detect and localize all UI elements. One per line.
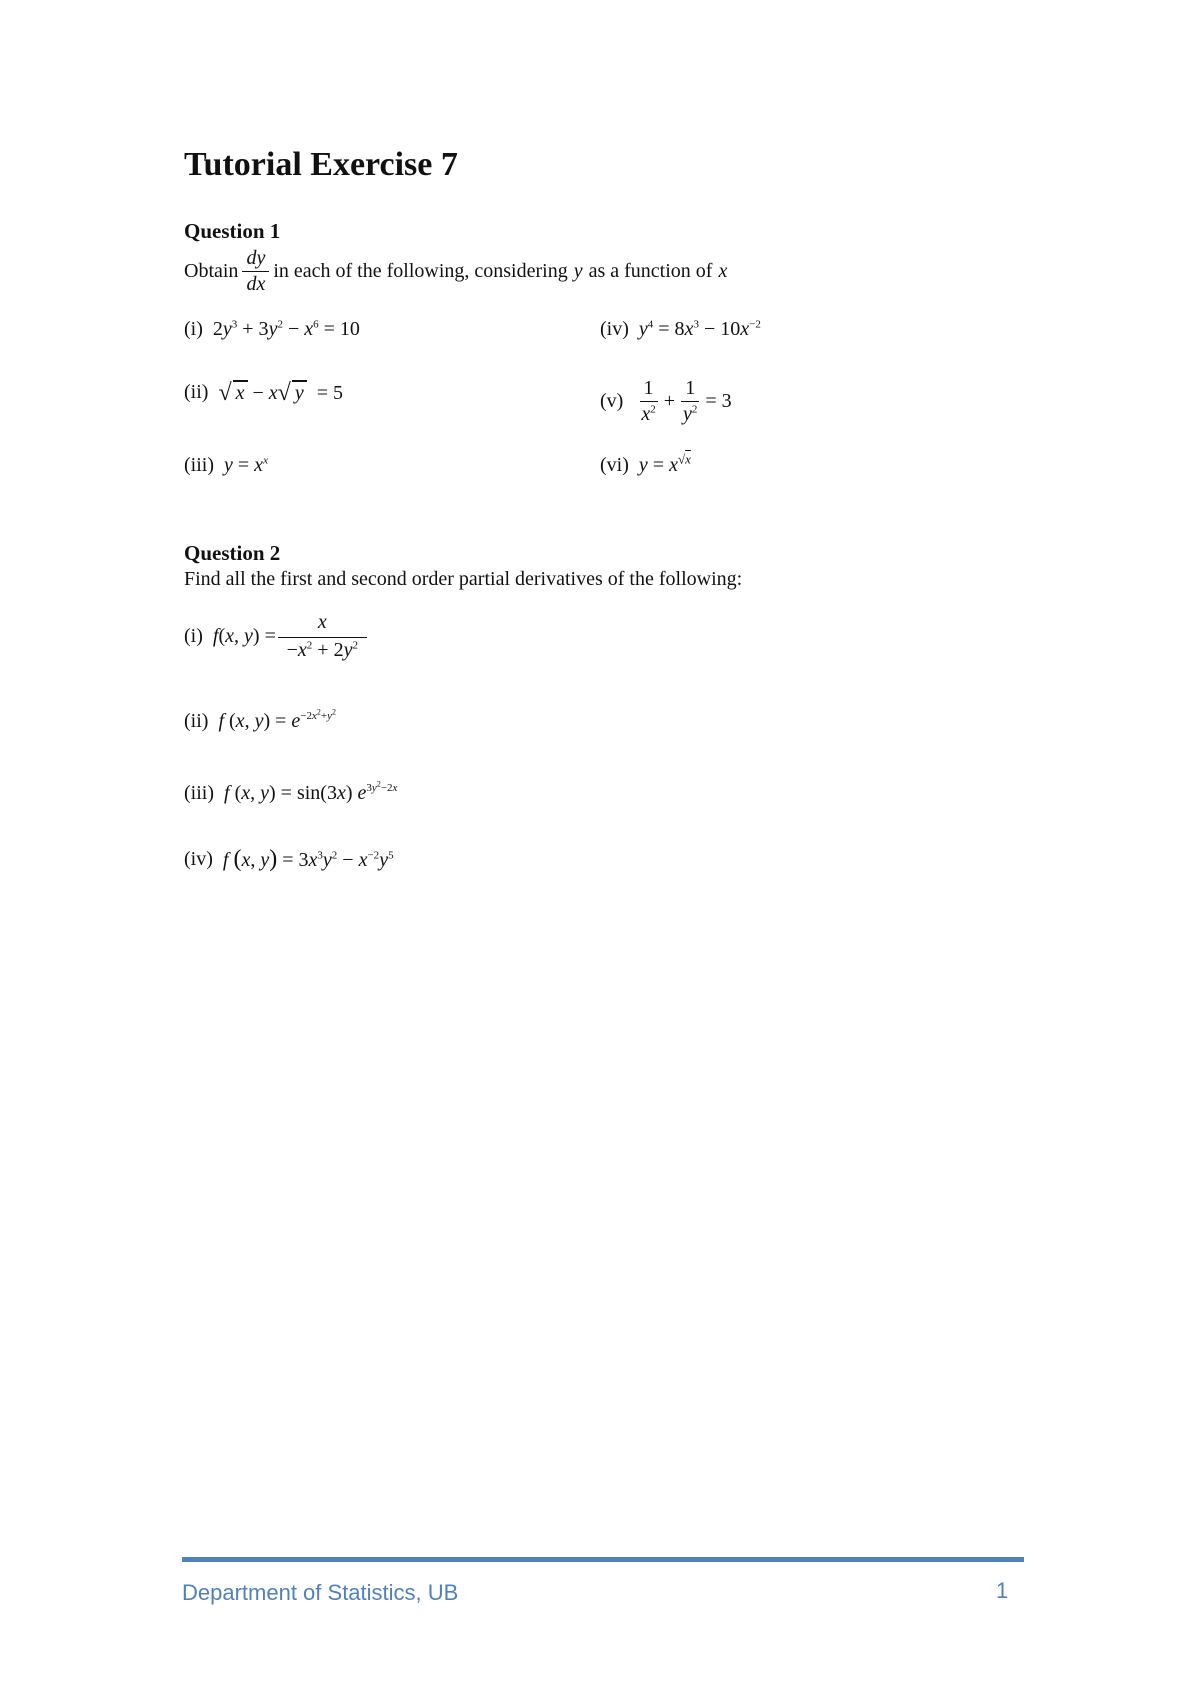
page-title: Tutorial Exercise 7 xyxy=(184,146,458,183)
q1-label-vi: (vi) xyxy=(600,454,629,476)
x-variable: x xyxy=(718,260,728,282)
equation-q1-iv: $y^4 = 8x^3 - 10x^{-2}$ xyxy=(638,318,761,340)
q1-label-iii: (iii) xyxy=(184,454,214,476)
equation-q1-i: $2y^3 + 3y^2 - x^6 = 10$ xyxy=(212,318,360,340)
footer-department: Department of Statistics, UB xyxy=(182,1580,459,1605)
q1-item-v xyxy=(600,378,732,425)
dy-dx-fraction xyxy=(242,248,269,295)
question-2-heading: Question 2 xyxy=(184,541,281,565)
equation-q2-ii: f (x, $y) = e^{-2x^2+y^2}$ xyxy=(218,707,337,732)
q2-item-i xyxy=(184,612,371,661)
q1-item-ii xyxy=(184,380,343,405)
q2-item-ii xyxy=(184,707,337,733)
as-function-text: as a function of xyxy=(588,260,713,282)
q1-label-ii: (ii) xyxy=(184,381,209,403)
question-1-heading: Question 1 xyxy=(184,219,281,243)
dy-numerator: dy xyxy=(242,248,269,272)
obtain-text: Obtain xyxy=(184,260,239,282)
equation-q1-vi: $y = x^{√x}$ xyxy=(638,451,691,476)
footer-divider xyxy=(182,1557,1024,1562)
q2-label-ii: (ii) xyxy=(184,710,209,732)
prompt-rest-text: in each of the following, considering xyxy=(273,260,568,282)
q1-item-iv xyxy=(600,318,761,341)
q2-item-iv xyxy=(184,846,394,873)
equation-q1-iii: $y = x^x$ xyxy=(224,454,268,476)
q2-item-iii xyxy=(184,779,398,805)
q1-item-i xyxy=(184,318,360,341)
q2-label-i: (i) xyxy=(184,625,203,647)
equation-q2-iv: f (x, $y) = 3x^3y^2 - x^{-2}y^5$ xyxy=(222,846,394,872)
question-1-prompt xyxy=(184,248,733,295)
page-number: 1 xyxy=(996,1578,1009,1603)
equation-q2-iii: f (x, y) = sin(3x) $e^{3y^2-2x}$ xyxy=(224,779,398,804)
q2-label-iv: (iv) xyxy=(184,848,213,870)
q1-item-vi xyxy=(600,451,691,477)
question-2-instruction: Find all the first and second order partial derivatives of the following: xyxy=(184,568,743,590)
y-variable: y xyxy=(573,260,583,282)
q1-label-i: (i) xyxy=(184,318,203,340)
q2-label-iii: (iii) xyxy=(184,782,214,804)
equation-q2-i: f ( x , y ) = $\frac{x}{-x^2 + 2y^2}$ xyxy=(213,612,371,661)
equation-q1-ii: √ x − x √ y = 5 xyxy=(218,380,344,406)
dx-denominator: dx xyxy=(246,273,266,295)
equation-q1-v: $\frac{1}{x^2}$ + $\frac{1}{y^2}$ = 3 xyxy=(641,377,732,425)
q1-label-iv: (iv) xyxy=(600,318,629,340)
q1-label-v: (v) xyxy=(600,390,624,412)
q1-item-iii xyxy=(184,454,268,477)
